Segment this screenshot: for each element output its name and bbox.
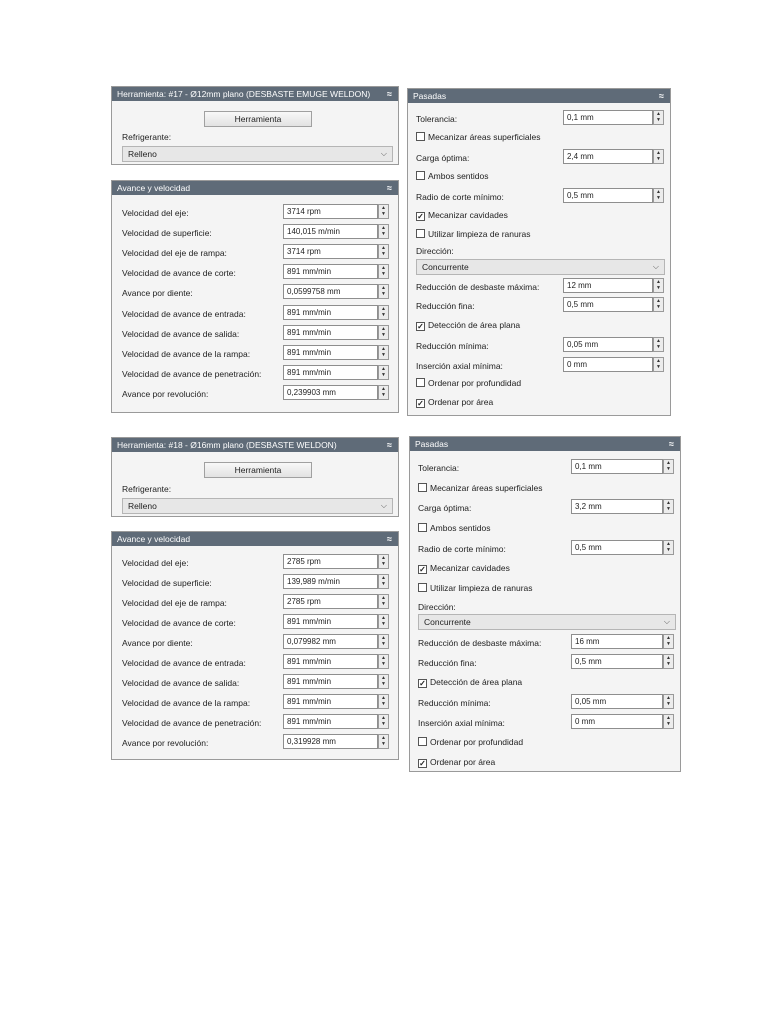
tool-header-title: Herramienta: #18 - Ø16mm plano (DESBASTE WELDON) <box>117 440 337 450</box>
feed-label: Velocidad de superficie: <box>122 578 212 588</box>
feed-value-field[interactable]: 891 mm/min <box>283 365 378 380</box>
max-stepdown-spinner[interactable]: ▲ ▼ <box>663 634 674 649</box>
collapse-icon[interactable]: ≈ <box>387 89 392 99</box>
feed-value-field[interactable]: 0,319928 mm <box>283 734 378 749</box>
min-stepdown-field[interactable]: 0,05 mm <box>563 337 653 352</box>
feed-label: Velocidad de avance de la rampa: <box>122 698 251 708</box>
fine-stepdown-spinner[interactable]: ▲ ▼ <box>653 297 664 312</box>
feed-label: Velocidad del eje de rampa: <box>122 598 227 608</box>
tool-button[interactable]: Herramienta <box>204 462 312 478</box>
feed-label: Velocidad del eje: <box>122 558 189 568</box>
feeds-panel-1 <box>111 180 399 413</box>
direction-label: Dirección: <box>416 246 454 256</box>
optimal-load-label: Carga óptima: <box>418 503 472 513</box>
tool-header-title: Herramienta: #17 - Ø12mm plano (DESBASTE EMUGE WELDON) <box>117 89 371 99</box>
feed-spinner[interactable]: ▲ ▼ <box>378 224 389 239</box>
direction-value: Concurrente <box>422 262 469 272</box>
coolant-value: Relleno <box>128 501 157 511</box>
feed-label: Velocidad de avance de la rampa: <box>122 348 251 359</box>
checkbox-icon <box>418 737 427 746</box>
slot-clearing-label: Utilizar limpieza de ranuras <box>430 583 533 593</box>
order-depth-checkbox[interactable] <box>416 378 521 388</box>
min-radius-label: Radio de corte mínimo: <box>418 544 506 554</box>
coolant-label: Refrigerante: <box>122 484 172 494</box>
fine-stepdown-field[interactable]: 0,5 mm <box>563 297 653 312</box>
order-area-checkbox[interactable] <box>418 757 495 768</box>
min-radius-spinner[interactable]: ▲ ▼ <box>663 540 674 555</box>
flat-detect-label: Detección de área plana <box>428 320 521 330</box>
max-stepdown-label: Reducción de desbaste máxima: <box>416 282 540 292</box>
passes-header[interactable] <box>408 89 670 103</box>
tool-panel-1 <box>111 86 399 165</box>
feed-label: Velocidad de avance de corte: <box>122 268 236 279</box>
min-axial-label: Inserción axial mínima: <box>416 361 503 371</box>
fine-stepdown-label: Reducción fina: <box>418 658 477 668</box>
order-area-label: Ordenar por área <box>430 757 496 767</box>
order-area-checkbox[interactable] <box>416 397 493 408</box>
feed-value-field[interactable]: 3714 rpm <box>283 204 378 219</box>
feeds-header-title: Avance y velocidad <box>117 534 191 544</box>
feed-label: Velocidad de superficie: <box>122 228 212 239</box>
feed-spinner[interactable]: ▲ ▼ <box>378 305 389 320</box>
order-depth-label: Ordenar por profundidad <box>428 378 522 388</box>
optimal-load-field[interactable]: 3,2 mm <box>571 499 663 514</box>
tool-header[interactable] <box>112 87 398 101</box>
collapse-icon[interactable]: ≈ <box>669 439 674 449</box>
passes-panel-2 <box>409 436 681 772</box>
coolant-select[interactable] <box>122 498 393 514</box>
flat-areas-label: Mecanizar áreas superficiales <box>428 132 541 142</box>
feed-spinner[interactable]: ▲ ▼ <box>378 734 389 749</box>
feed-label: Avance por revolución: <box>122 738 209 748</box>
feed-label: Velocidad de avance de penetración: <box>122 368 262 379</box>
min-stepdown-spinner[interactable]: ▲ ▼ <box>663 694 674 709</box>
max-stepdown-label: Reducción de desbaste máxima: <box>418 638 542 648</box>
cavities-label: Mecanizar cavidades <box>430 563 510 573</box>
coolant-value: Relleno <box>128 149 157 159</box>
feed-value-field[interactable]: 2785 rpm <box>283 554 378 569</box>
feed-spinner[interactable]: ▲ ▼ <box>378 325 389 340</box>
feed-spinner[interactable]: ▲ ▼ <box>378 554 389 569</box>
slot-clearing-label: Utilizar limpieza de ranuras <box>428 229 531 239</box>
cavities-checkbox[interactable] <box>416 210 508 221</box>
tolerance-field[interactable]: 0,1 mm <box>563 110 653 125</box>
passes-panel-1 <box>407 88 671 416</box>
feed-spinner[interactable]: ▲ ▼ <box>378 284 389 299</box>
feed-value-field[interactable]: 891 mm/min <box>283 714 378 729</box>
collapse-icon[interactable]: ≈ <box>387 440 392 450</box>
feed-label: Velocidad de avance de entrada: <box>122 658 246 668</box>
feeds-panel-2 <box>111 531 399 760</box>
checkbox-checked-icon: ✓ <box>417 322 424 331</box>
checkbox-checked-icon: ✓ <box>419 679 426 688</box>
min-radius-field[interactable]: 0,5 mm <box>563 188 653 203</box>
tool-button[interactable]: Herramienta <box>204 111 312 127</box>
flat-detect-label: Detección de área plana <box>430 677 523 687</box>
feed-value-field[interactable]: 891 mm/min <box>283 345 378 360</box>
fine-stepdown-label: Reducción fina: <box>416 301 475 311</box>
feed-value-field[interactable]: 0,0599758 mm <box>283 284 378 299</box>
feed-spinner[interactable]: ▲ ▼ <box>378 204 389 219</box>
flat-detect-checkbox[interactable] <box>418 677 522 688</box>
feed-label: Velocidad de avance de penetración: <box>122 718 262 728</box>
feed-spinner[interactable]: ▲ ▼ <box>378 264 389 279</box>
coolant-label: Refrigerante: <box>122 132 172 142</box>
feed-spinner[interactable]: ▲ ▼ <box>378 714 389 729</box>
feed-label: Velocidad de avance de salida: <box>122 328 240 339</box>
collapse-icon[interactable]: ≈ <box>659 91 664 101</box>
feed-spinner[interactable]: ▲ ▼ <box>378 654 389 669</box>
feeds-header[interactable] <box>112 181 398 195</box>
tool-header[interactable] <box>112 438 398 452</box>
flat-areas-checkbox[interactable] <box>418 483 542 493</box>
checkbox-icon <box>416 171 425 180</box>
checkbox-checked-icon: ✓ <box>417 212 424 221</box>
direction-select[interactable] <box>416 259 665 275</box>
cavities-label: Mecanizar cavidades <box>428 210 508 220</box>
feed-spinner[interactable]: ▲ ▼ <box>378 694 389 709</box>
checkbox-icon <box>418 583 427 592</box>
both-ways-checkbox[interactable] <box>418 523 490 533</box>
min-radius-field[interactable]: 0,5 mm <box>571 540 663 555</box>
slot-clearing-checkbox[interactable] <box>416 229 531 239</box>
fine-stepdown-spinner[interactable]: ▲ ▼ <box>663 654 674 669</box>
checkbox-icon <box>418 483 427 492</box>
feed-value-field[interactable]: 891 mm/min <box>283 654 378 669</box>
tolerance-spinner[interactable]: ▲ ▼ <box>663 459 674 474</box>
passes-header-title: Pasadas <box>413 91 447 101</box>
feed-spinner[interactable]: ▲ ▼ <box>378 574 389 589</box>
checkbox-icon <box>416 132 425 141</box>
max-stepdown-field[interactable]: 16 mm <box>571 634 663 649</box>
max-stepdown-spinner[interactable]: ▲ ▼ <box>653 278 664 293</box>
min-stepdown-label: Reducción mínima: <box>416 341 489 351</box>
feed-value-field[interactable]: 140,015 m/min <box>283 224 378 239</box>
feed-label: Avance por revolución: <box>122 388 209 399</box>
order-depth-checkbox[interactable] <box>418 737 523 747</box>
min-axial-field[interactable]: 0 mm <box>571 714 663 729</box>
feeds-header[interactable] <box>112 532 398 546</box>
passes-header[interactable] <box>410 437 680 451</box>
feed-value-field[interactable]: 3714 rpm <box>283 244 378 259</box>
feeds-header-title: Avance y velocidad <box>117 183 191 193</box>
min-stepdown-label: Reducción mínima: <box>418 698 491 708</box>
feed-value-field[interactable]: 0,079982 mm <box>283 634 378 649</box>
feed-value-field[interactable]: 891 mm/min <box>283 694 378 709</box>
direction-value: Concurrente <box>424 617 471 627</box>
feed-value-field[interactable]: 891 mm/min <box>283 325 378 340</box>
collapse-icon[interactable]: ≈ <box>387 534 392 544</box>
flat-detect-checkbox[interactable] <box>416 320 520 331</box>
feed-value-field[interactable]: 891 mm/min <box>283 264 378 279</box>
tool-panel-2 <box>111 437 399 517</box>
optimal-load-field[interactable]: 2,4 mm <box>563 149 653 164</box>
feed-value-field[interactable]: 2785 rpm <box>283 594 378 609</box>
optimal-load-label: Carga óptima: <box>416 153 470 163</box>
both-ways-label: Ambos sentidos <box>428 171 489 181</box>
flat-areas-label: Mecanizar áreas superficiales <box>430 483 543 493</box>
passes-header-title: Pasadas <box>415 439 449 449</box>
feed-spinner[interactable]: ▲ ▼ <box>378 385 389 400</box>
min-axial-label: Inserción axial mínima: <box>418 718 505 728</box>
min-stepdown-field[interactable]: 0,05 mm <box>571 694 663 709</box>
optimal-load-spinner[interactable]: ▲ ▼ <box>663 499 674 514</box>
checkbox-checked-icon: ✓ <box>419 565 426 574</box>
min-axial-spinner[interactable]: ▲ ▼ <box>663 714 674 729</box>
feed-label: Velocidad del eje: <box>122 208 189 218</box>
optimal-load-spinner[interactable]: ▲ ▼ <box>653 149 664 164</box>
coolant-select[interactable] <box>122 146 393 162</box>
feed-spinner[interactable]: ▲ ▼ <box>378 674 389 689</box>
feed-spinner[interactable]: ▲ ▼ <box>378 614 389 629</box>
direction-label: Dirección: <box>418 602 456 612</box>
flat-areas-checkbox[interactable] <box>416 132 540 142</box>
tolerance-spinner[interactable]: ▲ ▼ <box>653 110 664 125</box>
feed-spinner[interactable]: ▲ ▼ <box>378 244 389 259</box>
fine-stepdown-field[interactable]: 0,5 mm <box>571 654 663 669</box>
tolerance-label: Tolerancia: <box>418 463 460 473</box>
feed-label: Avance por diente: <box>122 288 193 299</box>
collapse-icon[interactable]: ≈ <box>387 183 392 193</box>
both-ways-checkbox[interactable] <box>416 171 488 181</box>
both-ways-label: Ambos sentidos <box>430 523 491 533</box>
checkbox-checked-icon: ✓ <box>417 399 424 408</box>
chevron-down-icon: ⌵ <box>380 501 387 510</box>
feed-spinner[interactable]: ▲ ▼ <box>378 345 389 360</box>
feed-spinner[interactable]: ▲ ▼ <box>378 365 389 380</box>
checkbox-icon <box>418 523 427 532</box>
min-radius-label: Radio de corte mínimo: <box>416 192 504 202</box>
feed-value-field[interactable]: 891 mm/min <box>283 305 378 320</box>
min-stepdown-spinner[interactable]: ▲ ▼ <box>653 337 664 352</box>
order-area-label: Ordenar por área <box>428 397 494 407</box>
checkbox-icon <box>416 229 425 238</box>
feed-value-field[interactable]: 891 mm/min <box>283 674 378 689</box>
direction-select[interactable] <box>418 614 676 630</box>
chevron-down-icon: ⌵ <box>652 262 659 271</box>
chevron-down-icon: ⌵ <box>663 617 670 626</box>
tolerance-field[interactable]: 0,1 mm <box>571 459 663 474</box>
cavities-checkbox[interactable] <box>418 563 510 574</box>
feed-spinner[interactable]: ▲ ▼ <box>378 594 389 609</box>
feed-value-field[interactable]: 891 mm/min <box>283 614 378 629</box>
chevron-down-icon: ⌵ <box>380 149 387 158</box>
feed-value-field[interactable]: 139,989 m/min <box>283 574 378 589</box>
checkbox-checked-icon: ✓ <box>419 759 426 768</box>
min-axial-spinner[interactable]: ▲ ▼ <box>653 357 664 372</box>
checkbox-icon <box>416 378 425 387</box>
tolerance-label: Tolerancia: <box>416 114 458 124</box>
feed-label: Velocidad del eje de rampa: <box>122 248 227 259</box>
min-radius-spinner[interactable]: ▲ ▼ <box>653 188 664 203</box>
feed-value-field[interactable]: 0,239903 mm <box>283 385 378 400</box>
feed-label: Velocidad de avance de salida: <box>122 678 240 688</box>
feed-spinner[interactable]: ▲ ▼ <box>378 634 389 649</box>
order-depth-label: Ordenar por profundidad <box>430 737 524 747</box>
feed-label: Avance por diente: <box>122 638 193 648</box>
min-axial-field[interactable]: 0 mm <box>563 357 653 372</box>
feed-label: Velocidad de avance de entrada: <box>122 308 246 319</box>
max-stepdown-field[interactable]: 12 mm <box>563 278 653 293</box>
slot-clearing-checkbox[interactable] <box>418 583 533 593</box>
feed-label: Velocidad de avance de corte: <box>122 618 236 628</box>
